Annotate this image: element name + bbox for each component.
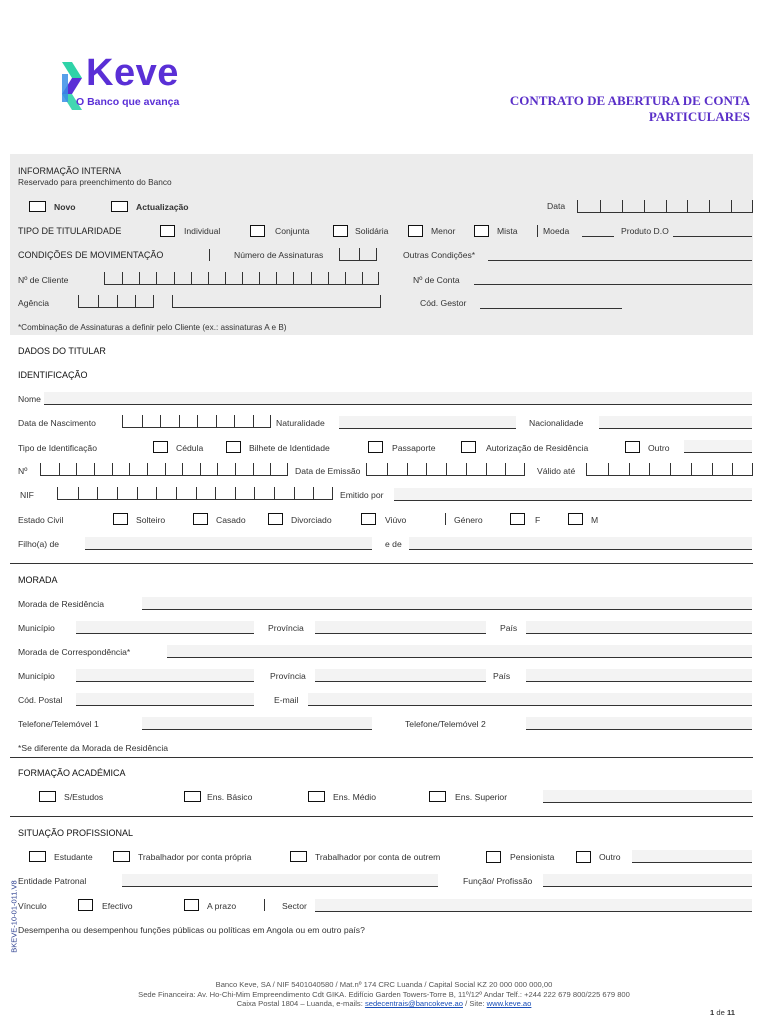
solidaria-checkbox[interactable] (333, 225, 348, 237)
genero-m-label: M (591, 515, 599, 525)
genero-label: Género (454, 515, 483, 525)
solidaria-label: Solidária (355, 226, 389, 236)
field-segment-tick (176, 487, 177, 500)
keve-wordmark: Keve (86, 52, 179, 94)
tipo-identificacao-label: Tipo de Identificação (18, 443, 97, 453)
cod-postal-label: Cód. Postal (18, 695, 63, 705)
footer-line1: Banco Keve, SA / NIF 5401040580 / Mat.nº 174 CRC Luanda / Capital Social KZ 20 000 000 000,00 (215, 980, 553, 989)
field-segment-tick (505, 463, 506, 476)
field-segment-tick (629, 463, 630, 476)
tipo-titularidade-label: TIPO DE TITULARIDADE (18, 226, 122, 236)
field-segment-tick (466, 463, 467, 476)
passaporte-label: Passaporte (392, 443, 436, 453)
pais2-label: País (493, 671, 511, 681)
sector-label: Sector (282, 901, 307, 911)
internal-info-heading: INFORMAÇÃO INTERNA (18, 166, 122, 176)
num-conta-label: Nº de Conta (413, 275, 460, 285)
numero-label: Nº (18, 466, 28, 476)
nif-field[interactable] (57, 487, 332, 500)
efectivo-checkbox[interactable] (78, 899, 93, 911)
valido-ate-field[interactable] (586, 463, 752, 476)
viuvo-label: Viúvo (385, 515, 407, 525)
field-segment-tick (666, 200, 667, 213)
estudante-label: Estudante (54, 852, 93, 862)
novo-checkbox[interactable] (29, 201, 46, 212)
divider (264, 899, 265, 911)
ens-superior-checkbox[interactable] (429, 791, 446, 802)
field-segment-tick (225, 272, 226, 285)
municipio2-label: Município (18, 671, 55, 681)
cod-gestor-label: Cód. Gestor (420, 298, 467, 308)
field-segment-tick (191, 272, 192, 285)
nif-label: NIF (20, 490, 34, 500)
ens-basico-label: Ens. Básico (207, 792, 253, 802)
field-segment-tick (147, 463, 148, 476)
outro-id-label: Outro (648, 443, 670, 453)
field-segment-tick (139, 272, 140, 285)
ens-medio-checkbox[interactable] (308, 791, 325, 802)
morada-heading: MORADA (18, 575, 58, 585)
num-assinaturas-label: Número de Assinaturas (234, 250, 324, 260)
funcao-label: Função/ Profissão (463, 876, 533, 886)
document-title-line1: CONTRATO DE ABERTURA DE CONTA (509, 93, 750, 108)
field-segment-tick (293, 272, 294, 285)
cedula-checkbox[interactable] (153, 441, 168, 453)
field-segment-tick (709, 200, 710, 213)
field-segment-tick (691, 463, 692, 476)
divider (209, 249, 210, 261)
field-segment-tick (117, 295, 118, 308)
estado-civil-label: Estado Civil (18, 515, 64, 525)
field-segment-tick (732, 463, 733, 476)
footer-line3-mid: / Site: (463, 999, 487, 1009)
conta-outrem-checkbox[interactable] (290, 851, 307, 862)
nome-label: Nome (18, 394, 41, 404)
outro-situacao-field[interactable] (632, 850, 752, 863)
moeda-label: Moeda (543, 226, 570, 236)
funcoes-publicas-question: Desempenha ou desempenhou funções públicas ou políticas em Angola ou em outro país? (18, 925, 365, 935)
field-segment-tick (254, 487, 255, 500)
bilhete-checkbox[interactable] (226, 441, 241, 453)
field-segment-tick (407, 463, 408, 476)
tel1-label: Telefone/Telemóvel 1 (18, 719, 99, 729)
num-cliente-field[interactable] (104, 272, 378, 285)
cod-gestor-field[interactable] (480, 297, 622, 309)
ens-superior-label: Ens. Superior (455, 792, 508, 802)
field-segment-tick (215, 487, 216, 500)
divider (445, 513, 446, 525)
document-title-line2: PARTICULARES (648, 109, 750, 124)
autorizacao-label: Autorização de Residência (486, 443, 589, 453)
outro-situacao-label: Outro (599, 852, 621, 862)
field-segment-tick (387, 463, 388, 476)
provincia2-field[interactable] (315, 669, 486, 682)
field-segment-tick (712, 463, 713, 476)
nome-field[interactable] (44, 392, 752, 405)
field-segment-tick (179, 415, 180, 428)
condicoes-movimentacao-label: CONDIÇÕES DE MOVIMENTAÇÃO (18, 250, 164, 260)
data-label: Data (547, 201, 566, 211)
footer-line3-prefix: Caixa Postal 1804 – Luanda, e-mails: (236, 999, 365, 1009)
data-nascimento-label: Data de Nascimento (18, 418, 96, 428)
field-segment-tick (208, 272, 209, 285)
pais-field[interactable] (526, 621, 752, 634)
dados-titular-heading: DADOS DO TITULAR (18, 346, 106, 356)
ens-superior-field[interactable] (543, 790, 752, 803)
page-current: 1 (710, 1008, 715, 1017)
individual-checkbox[interactable] (160, 225, 175, 237)
moeda-field[interactable] (582, 225, 614, 237)
field-segment-tick (313, 487, 314, 500)
e-de-field[interactable] (409, 537, 752, 550)
assinaturas-note: *Combinação de Assinaturas a definir pelo Cliente (ex.: assinaturas A e B) (18, 323, 287, 332)
field-segment-tick (112, 463, 113, 476)
footer-line2: Sede Financeira: Av. Ho-Chi-Mim Empreendimento Cdt GIKA. Edifício Garden Towers-Torre B, 11º/12º Andar Telf.: +244 222 679 800/225 679 800 (138, 989, 630, 999)
field-segment-tick (670, 463, 671, 476)
cedula-label: Cédula (176, 443, 204, 453)
provincia-label: Província (268, 623, 304, 633)
numero-field[interactable] (40, 463, 287, 476)
estudante-checkbox[interactable] (29, 851, 46, 862)
document-code: BKEVE-10-01-011.V8 (9, 880, 19, 953)
passaporte-checkbox[interactable] (368, 441, 383, 453)
mista-label: Mista (497, 226, 518, 236)
field-segment-tick (117, 487, 118, 500)
field-segment-tick (59, 463, 60, 476)
field-segment-tick (644, 200, 645, 213)
section-divider (10, 757, 753, 758)
outro-id-checkbox[interactable] (625, 441, 640, 453)
field-segment-tick (359, 248, 360, 261)
field-segment-tick (174, 272, 175, 285)
funcao-field[interactable] (543, 874, 752, 887)
field-segment-tick (98, 295, 99, 308)
field-segment-tick (253, 463, 254, 476)
pais-label: País (500, 623, 518, 633)
field-segment-tick (486, 463, 487, 476)
field-segment-tick (129, 463, 130, 476)
data-nascimento-field[interactable] (122, 415, 270, 428)
outro-id-field[interactable] (684, 440, 752, 453)
menor-label: Menor (431, 226, 456, 236)
conjunta-checkbox[interactable] (250, 225, 265, 237)
actualizacao-checkbox[interactable] (111, 201, 128, 212)
menor-checkbox[interactable] (408, 225, 423, 237)
field-segment-tick (197, 415, 198, 428)
entidade-patronal-field[interactable] (122, 874, 438, 887)
field-segment-tick (196, 487, 197, 500)
page-of: de (716, 1008, 725, 1017)
naturalidade-label: Naturalidade (276, 418, 325, 428)
field-segment-tick (294, 487, 295, 500)
agencia-label: Agência (18, 298, 50, 308)
field-segment-tick (362, 272, 363, 285)
field-segment-tick (235, 463, 236, 476)
outro-situacao-checkbox[interactable] (576, 851, 591, 863)
nacionalidade-label: Nacionalidade (529, 418, 584, 428)
footer (0, 980, 768, 1009)
divider (537, 225, 538, 237)
solteiro-checkbox[interactable] (113, 513, 128, 525)
field-segment-tick (731, 200, 732, 213)
genero-f-label: F (535, 515, 541, 525)
field-segment-tick (270, 463, 271, 476)
sem-estudos-label: S/Estudos (64, 792, 104, 802)
produto-field[interactable] (673, 225, 752, 237)
field-segment-tick (217, 463, 218, 476)
agencia-name-field[interactable] (172, 295, 380, 308)
footer-email-link[interactable]: sedecentrais@bancokeve.ao (364, 999, 463, 1009)
genero-m-checkbox[interactable] (568, 513, 583, 525)
novo-label: Novo (54, 202, 76, 212)
actualizacao-label: Actualização (136, 202, 189, 212)
num-conta-field[interactable] (474, 273, 752, 285)
morada-residencia-field[interactable] (142, 597, 752, 610)
field-segment-tick (276, 272, 277, 285)
footer-site-link[interactable]: www.keve.ao (486, 999, 532, 1009)
vinculo-label: Vínculo (18, 901, 47, 911)
field-segment-tick (234, 415, 235, 428)
e-de-label: e de (385, 539, 402, 549)
field-segment-tick (97, 487, 98, 500)
conta-propria-label: Trabalhador por conta própria (138, 852, 252, 862)
field-segment-tick (649, 463, 650, 476)
casado-label: Casado (216, 515, 246, 525)
efectivo-label: Efectivo (102, 901, 133, 911)
sem-estudos-checkbox[interactable] (39, 791, 56, 802)
morada-residencia-label: Morada de Residência (18, 599, 104, 609)
conta-outrem-label: Trabalhador por conta de outrem (315, 852, 441, 862)
data-emissao-label: Data de Emissão (295, 466, 361, 476)
genero-f-checkbox[interactable] (510, 513, 525, 525)
municipio-field[interactable] (76, 621, 254, 634)
a-prazo-checkbox[interactable] (184, 899, 199, 911)
municipio2-field[interactable] (76, 669, 254, 682)
nacionalidade-field[interactable] (599, 416, 752, 429)
outras-condicoes-label: Outras Condições* (403, 250, 476, 260)
keve-logo (60, 52, 220, 112)
formacao-heading: FORMAÇÃO ACADÉMICA (18, 768, 126, 778)
provincia-field[interactable] (315, 621, 486, 634)
casado-checkbox[interactable] (193, 513, 208, 525)
situacao-heading: SITUAÇÃO PROFISSIONAL (18, 828, 134, 838)
field-segment-tick (600, 200, 601, 213)
valido-ate-label: Válido até (537, 466, 576, 476)
municipio-label: Município (18, 623, 55, 633)
conta-propria-checkbox[interactable] (113, 851, 130, 862)
bilhete-label: Bilhete de Identidade (249, 443, 330, 453)
email-label: E-mail (274, 695, 299, 705)
field-segment-tick (156, 487, 157, 500)
email-field[interactable] (308, 693, 752, 706)
naturalidade-field[interactable] (339, 416, 516, 429)
morada-note: *Se diferente da Morada de Residência (18, 743, 169, 753)
pais2-field[interactable] (526, 669, 752, 682)
field-segment-tick (253, 415, 254, 428)
section-divider (10, 816, 753, 817)
field-segment-tick (216, 415, 217, 428)
pensionista-label: Pensionista (510, 852, 555, 862)
field-segment-tick (608, 463, 609, 476)
a-prazo-label: A prazo (207, 901, 237, 911)
keve-tagline: O Banco que avança (76, 96, 180, 108)
field-segment-tick (165, 463, 166, 476)
page-total: 11 (726, 1008, 735, 1017)
entidade-patronal-label: Entidade Patronal (18, 876, 87, 886)
ens-basico-checkbox[interactable] (184, 791, 201, 802)
autorizacao-checkbox[interactable] (461, 441, 476, 453)
field-segment-tick (156, 272, 157, 285)
emitido-por-label: Emitido por (340, 490, 384, 500)
field-segment-tick (328, 272, 329, 285)
solteiro-label: Solteiro (136, 515, 166, 525)
field-segment-tick (142, 415, 143, 428)
morada-correspondencia-field[interactable] (167, 645, 752, 658)
field-segment-tick (135, 295, 136, 308)
tel2-label: Telefone/Telemóvel 2 (405, 719, 486, 729)
outras-condicoes-field[interactable] (488, 249, 752, 261)
filho-de-field[interactable] (85, 537, 372, 550)
field-segment-tick (76, 463, 77, 476)
divorciado-checkbox[interactable] (268, 513, 283, 525)
field-segment-tick (78, 487, 79, 500)
emitido-por-field[interactable] (394, 488, 752, 501)
footer-line3 (0, 999, 768, 1009)
field-segment-tick (137, 487, 138, 500)
field-segment-tick (687, 200, 688, 213)
divorciado-label: Divorciado (291, 515, 332, 525)
field-segment-tick (274, 487, 275, 500)
mista-checkbox[interactable] (474, 225, 489, 237)
field-segment-tick (160, 415, 161, 428)
data-emissao-field[interactable] (366, 463, 524, 476)
sector-field[interactable] (315, 899, 752, 912)
field-segment-tick (311, 272, 312, 285)
individual-label: Individual (184, 226, 221, 236)
field-segment-tick (622, 200, 623, 213)
field-segment-tick (182, 463, 183, 476)
cod-postal-field[interactable] (76, 693, 254, 706)
field-segment-tick (426, 463, 427, 476)
viuvo-checkbox[interactable] (361, 513, 376, 525)
filho-de-label: Filho(a) de (18, 539, 60, 549)
field-segment-tick (122, 272, 123, 285)
produto-label: Produto D.O (621, 226, 669, 236)
field-segment-tick (200, 463, 201, 476)
section-divider (10, 563, 753, 564)
tel1-field[interactable] (142, 717, 372, 730)
data-field[interactable] (577, 200, 752, 213)
field-segment-tick (235, 487, 236, 500)
conjunta-label: Conjunta (275, 226, 310, 236)
morada-correspondencia-label: Morada de Correspondência* (18, 647, 131, 657)
ens-medio-label: Ens. Médio (333, 792, 376, 802)
internal-info-subheading: Reservado para preenchimento do Banco (18, 177, 172, 187)
provincia2-label: Província (270, 671, 306, 681)
field-segment-tick (446, 463, 447, 476)
agencia-code-field[interactable] (78, 295, 153, 308)
num-cliente-label: Nº de Cliente (18, 275, 69, 285)
field-segment-tick (94, 463, 95, 476)
pensionista-checkbox[interactable] (486, 851, 501, 863)
field-segment-tick (242, 272, 243, 285)
identificacao-heading: IDENTIFICAÇÃO (18, 370, 88, 380)
page-number (710, 1008, 735, 1017)
tel2-field[interactable] (526, 717, 752, 730)
field-segment-tick (345, 272, 346, 285)
num-assinaturas-field[interactable] (339, 248, 376, 261)
field-segment-tick (259, 272, 260, 285)
